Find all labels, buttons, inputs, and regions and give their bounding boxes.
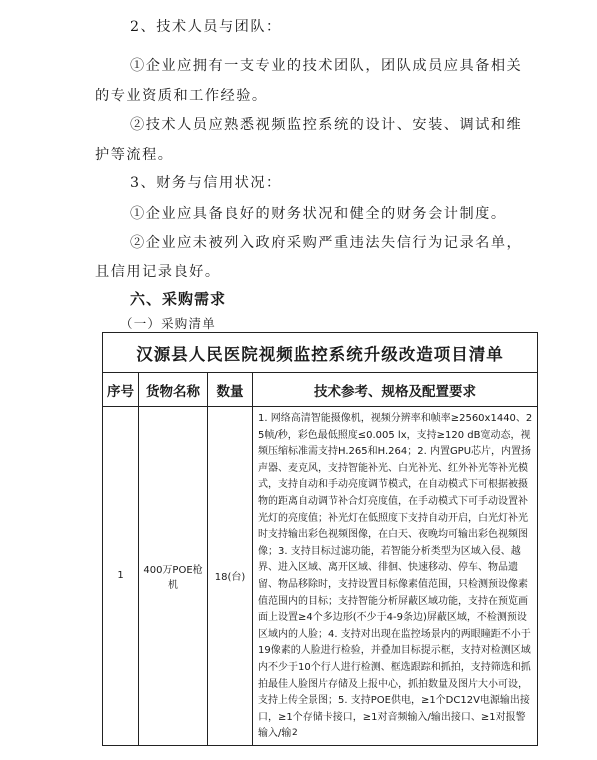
cell-goods-name: 400万POE枪机	[139, 407, 208, 746]
section3-title: 3、财务与信用状况：	[130, 175, 282, 191]
cell-tech-spec: 1. 网络高清智能摄像机，视频分辨率和帧率≥2560x1440、25帧/秒，彩色最低照度≤0.005 lx，支持≥120 dB宽动态，视频压缩标准需支持H.265和H.264；2. 内置GPU芯片，内置扬声器、麦克风，支持智能补光、白光补光、红外补光等补光模式，支持自动和手动亮度调节模式，在自动模式下可根据被摄物的距离自动调节补合灯亮度值，在手动模式下可手动设置补光灯的亮度值；补光灯在低照度下支持自动开启，白光灯补光时支持输出彩色视频图像，在白天、夜晚均可输出彩色视频图像；3. 支持目标过滤功能，若智能分析类型为区域入侵、越界、进入区域、离开区域、徘徊、快速移动、停车、物品遗留、物品移除时，支持设置目标像素值范围，只检测预设像素值范围内的目标；支持智能分析屏蔽区域功能，支持在预览画面上设置≥4个多边形(不少于4-9条边)屏蔽区域，不检测预设区域内的人脸；4. 支持对出现在监控场景内的两眼瞳距不小于19像素的人脸进行检验，并叠加目标提示框，支持对检测区域内不少于10个行人进行检测、框选跟踪和抓拍，支持筛选和抓拍最佳人脸图片存储及上报中心，抓拍数量及图片大小可设，支持上传全景图；5. 支持POE供电，≥1个DC12V电源输出接口，≥1个存储卡接口，≥1对音频输入/输出接口、≥1对报警输入/输	[253, 407, 538, 746]
cell-quantity: 18(台)	[208, 407, 253, 746]
section2-title: 2、技术人员与团队：	[130, 19, 282, 35]
page-number: 2	[292, 728, 298, 738]
header-goods-name: 货物名称	[139, 373, 208, 407]
section2-paragraph2-line2: 护等流程。	[95, 147, 174, 163]
section2-paragraph2-line1: ②技术人员应熟悉视频监控系统的设计、安装、调试和维	[130, 117, 523, 133]
section3-paragraph2-line2: 且信用记录良好。	[95, 264, 221, 280]
cell-index: 1	[103, 407, 139, 746]
procurement-list-subheading: （一）采购清单	[120, 316, 216, 331]
table-header-row	[103, 373, 538, 407]
procurement-table	[102, 332, 538, 746]
section3-paragraph1: ①企业应具备良好的财务状况和健全的财务会计制度。	[130, 206, 507, 222]
header-index: 序号	[103, 373, 139, 407]
section2-paragraph1-line1: ①企业应拥有一支专业的技术团队，团队成员应具备相关	[130, 58, 523, 74]
section6-heading: 六、采购需求	[130, 290, 227, 308]
header-tech-spec: 技术参考、规格及配置要求	[253, 373, 538, 407]
table-row	[103, 407, 538, 746]
section2-paragraph1-line2: 的专业资质和工作经验。	[95, 88, 268, 104]
section3-paragraph2-line1: ②企业应未被列入政府采购严重违法失信行为记录名单，	[130, 235, 523, 251]
table-title: 汉源县人民医院视频监控系统升级改造项目清单	[103, 333, 538, 373]
header-quantity: 数量	[208, 373, 253, 407]
